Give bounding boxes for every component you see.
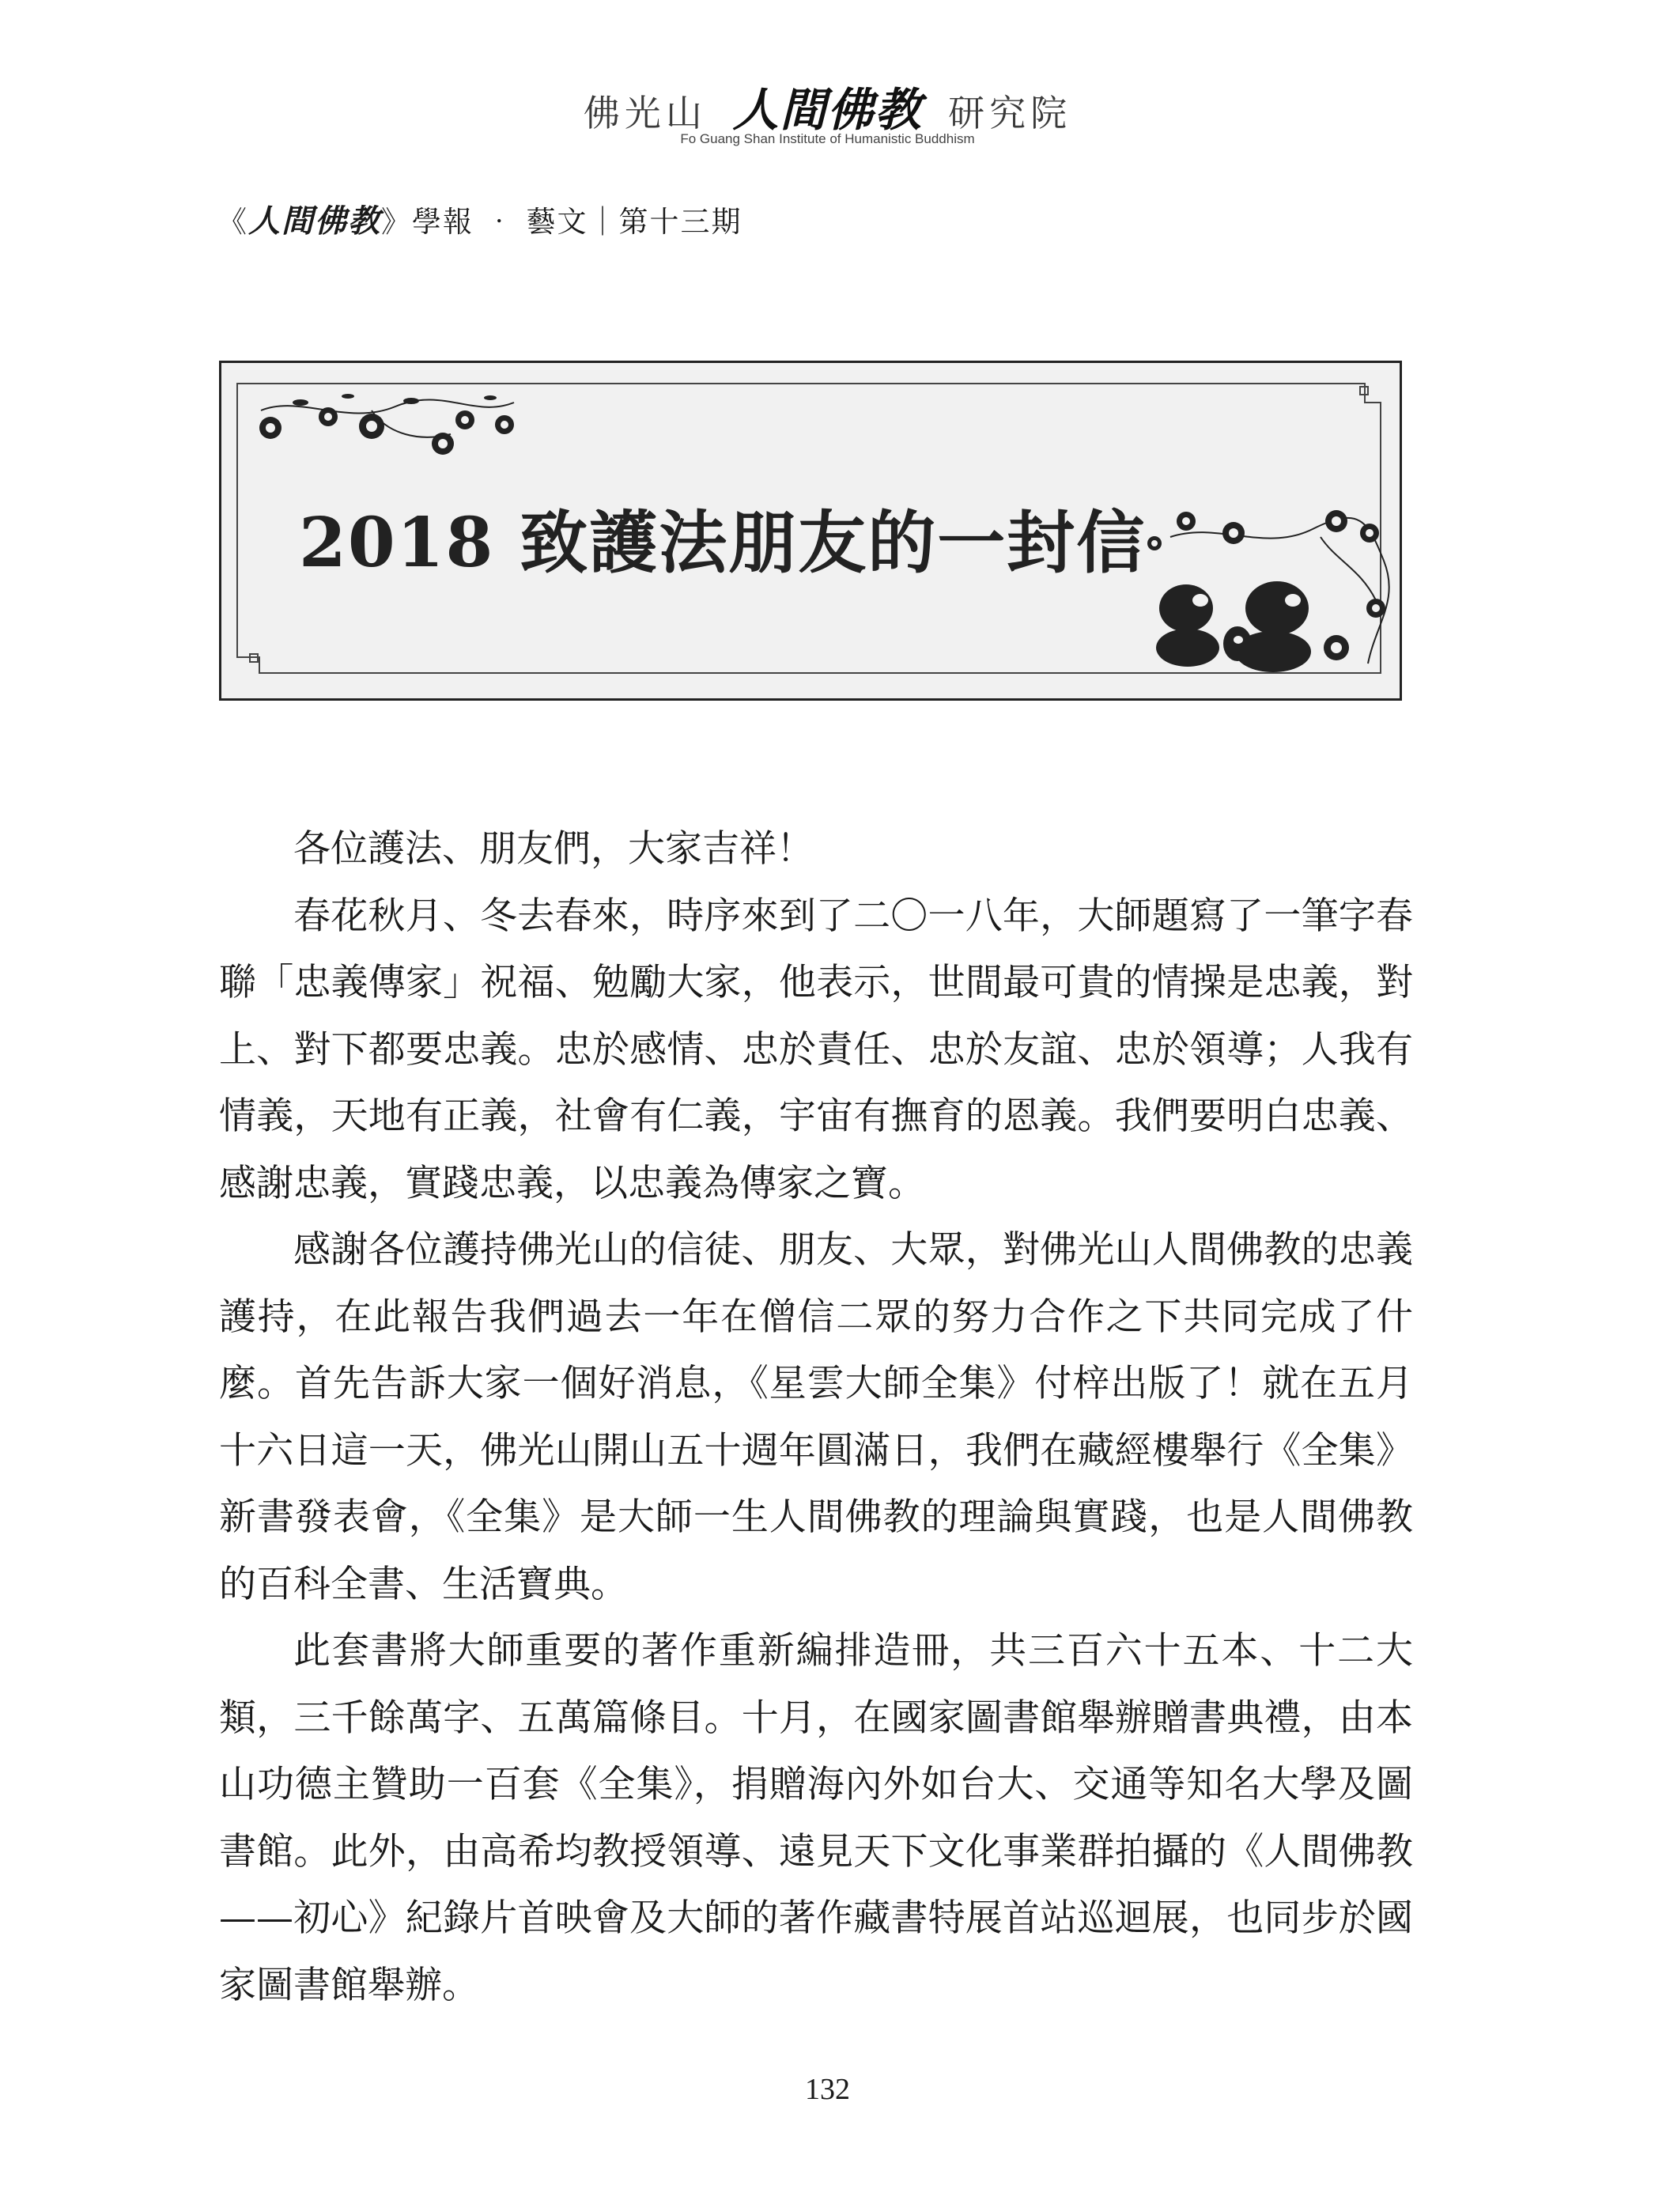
institute-brand-logo-text: 人間佛教 [732, 83, 923, 137]
institute-english-name: Fo Guang Shan Institute of Humanistic Buddhism [680, 131, 975, 146]
floral-vine-ornament-icon [253, 379, 522, 466]
article-body [219, 816, 1413, 2019]
body-paragraph: 此套書將大師重要的著作重新編排造冊，共三百六十五本、十二大類，三千餘萬字、五萬篇條目。十月，在國家圖書館舉辦贈書典禮，由本山功德主贊助一百套《全集》，捐贈海內外如台大、交通等知名大學及圖書館。此外，由高希均教授領導、遠見天下文化事業群拍攝的《人間佛教——初心》紀錄片首映會及大師的著作藏書特展首站巡迴展，也同步於國家圖書館舉辦。 [219, 1629, 1413, 2007]
journal-brand: 人間佛教 [248, 202, 381, 240]
body-paragraph: 各位護法、朋友們，大家吉祥！ [293, 827, 814, 871]
running-head [217, 196, 742, 241]
page-number: 132 [805, 2073, 850, 2106]
dogs-and-flowers-papercut-icon [1139, 490, 1392, 687]
article-title: 2018 致護法朋友的一封信 [299, 503, 1147, 583]
body-paragraph: 春花秋月、冬去春來，時序來到了二〇一八年，大師題寫了一筆字春聯「忠義傳家」祝福、勉勵大家，他表示，世間最可貴的情操是忠義，對上、對下都要忠義。忠於感情、忠於責任、忠於友誼、忠於領導；人我有情義，天地有正義，社會有仁義，宇宙有撫育的恩義。我們要明白忠義、感謝忠義，實踐忠義，以忠義為傳家之寶。 [219, 894, 1413, 1205]
running-head-open-bracket: 《 [217, 205, 248, 239]
running-head-rest: 》學報 ‧ 藝文｜第十三期 [381, 205, 742, 239]
institute-header [0, 73, 1655, 139]
title-banner [219, 361, 1402, 701]
body-paragraph: 感謝各位護持佛光山的信徒、朋友、大眾，對佛光山人間佛教的忠義護持，在此報告我們過去一年在僧信二眾的努力合作之下共同完成了什麼。首先告訴大家一個好消息，《星雲大師全集》付梓出版了！就在五月十六日這一天，佛光山開山五十週年圓滿日，我們在藏經樓舉行《全集》新書發表會，《全集》是大師一生人間佛教的理論與實踐，也是人間佛教的百科全書、生活寶典。 [219, 1228, 1413, 1606]
institute-prefix: 佛光山 [583, 92, 707, 134]
institute-suffix: 研究院 [948, 92, 1072, 134]
